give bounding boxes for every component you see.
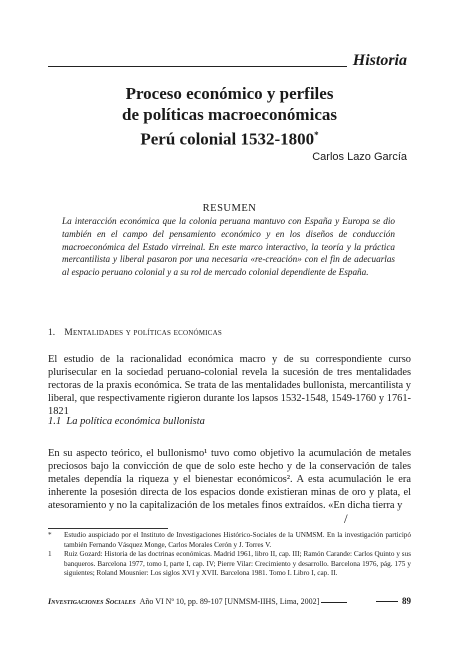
- article-title: [50, 83, 409, 150]
- footnote-number: *: [48, 531, 52, 539]
- page-number: 89: [376, 596, 412, 606]
- abstract-text: La interacción económica que la colonia peruana mantuvo con España y Europa se dio también en el campo del pensamiento económico y en los diseños de conducción macroeconómica del Estado virreinal. En este marco interactivo, la teoría y la práctica mercantilista y liberal pasaron por una necesaria «re-creación» con el fin de adecuarlas al espacio peruano colonial y a su rol de mercado colonial dependiente de España.: [62, 216, 395, 278]
- section-title: Mentalidades y políticas económicas: [64, 328, 222, 338]
- footnote: [48, 531, 411, 550]
- title-footnote-mark: *: [314, 130, 319, 140]
- section-heading: [48, 328, 222, 338]
- section-label: Historia: [352, 52, 407, 69]
- footer-rule: [321, 602, 347, 603]
- body-paragraph-1: El estudio de la racionalidad económica macro y de su correspondiente curso plurisecular en la sociedad peruano-colonial revela la sucesión de tres mentalidades rectoras de la praxis económica. Se trata de las mentalidades bullonista, mercantilista y liberal, que respectivamente rigieron durante los lapsos 1532-1548, 1549-1760 y 1761-1821: [48, 354, 411, 417]
- footnote-text: Estudio auspiciado por el Instituto de Investigaciones Histórico-Sociales de la UNMSM. En la investigación participó también Fernando Vásquez Monge, Carlos Morales Cerón y J. Torres V.: [64, 531, 411, 549]
- subsection-number: 1.1: [48, 416, 62, 427]
- footnote-text: Ruiz Gozard: Historia de las doctrinas económicas. Madrid 1961, libro II, cap. III; Ramón Carande: Carlos Quinto y sus banqueros. Barcelona 1977, tomo I, parte I, cap. IV; Pierre Vilar: Crecimiento y desarrollo. Barcelona 1976, pág. 175 y siguientes; Roland Mousnier: Los siglos XVI y XVII. Barcelona 1981. Tomo I. Libro I, cap. II.: [64, 550, 411, 578]
- title-line-2: de políticas macroeconómicas: [122, 105, 337, 124]
- title-line-1: Proceso económico y perfiles: [125, 84, 334, 103]
- page-footer: [48, 597, 411, 606]
- header-rule: [48, 66, 347, 67]
- body-paragraph-2: En su aspecto teórico, el bullonismo¹ tuvo como objetivo la acumulación de metales preciosos bajo la convicción de que de solo este hecho y de la conservación de tales metales dependía la riqueza y el bienestar económicos². A esta acumulación le era inherente la posesión directa de los espacios donde existieran minas de oro y plata, el atesoramiento y no la capitalización de los metales finos extraídos. «En dicha tierra y: [48, 448, 411, 511]
- footnote-number: 1: [48, 550, 52, 559]
- author-name: Carlos Lazo García: [312, 151, 407, 163]
- subsection-heading: [48, 416, 205, 427]
- footnotes: [48, 531, 411, 579]
- section-number: 1.: [48, 328, 56, 338]
- footer-rule: [376, 601, 398, 602]
- footnote: [48, 550, 411, 579]
- journal-name: Investigaciones Sociales: [48, 597, 136, 606]
- footnote-rule: [48, 528, 168, 529]
- margin-mark: /: [344, 511, 348, 526]
- section-header: [48, 52, 407, 72]
- issue-info: Año VI Nº 10, pp. 89-107 [UNMSM-IIHS, Lima, 2002]: [139, 597, 320, 606]
- abstract-heading: RESUMEN: [202, 203, 257, 214]
- title-line-3: Perú colonial 1532-1800*: [140, 129, 319, 149]
- subsection-title: La política económica bullonista: [66, 416, 205, 427]
